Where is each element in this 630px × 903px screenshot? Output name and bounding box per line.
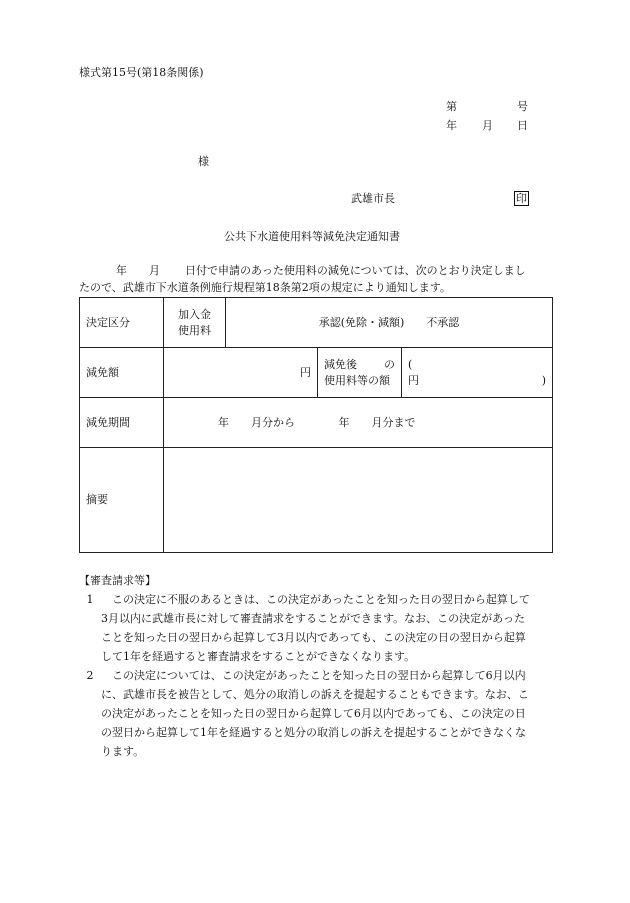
form-number: 様式第15号(第18条関係) [79,66,204,79]
note-line: ことを知った日の翌日から起算して3月以内であっても、この決定の日の翌日から起算 [101,631,526,644]
after-reduction-label [318,348,402,398]
period-field[interactable] [164,398,553,448]
note-line: この決定については、この決定があったことを知った日の翌日から起算して6月以内 [112,669,526,682]
doc-number-prefix: 第 [446,100,457,113]
yen-unit: 円 [300,365,311,379]
reduction-row [80,348,553,398]
note-number: 1 [86,593,94,606]
remarks-label: 摘要 [80,448,164,553]
note-number: 2 [86,669,94,682]
after-reduction-particle: の [384,357,395,371]
after-reduction-label-line1 [324,357,395,373]
remarks-field[interactable] [164,448,553,553]
subcategory-admission: 加入金 [178,307,211,321]
intro-month: 月 [149,264,160,277]
note-item-2 [79,666,554,761]
period-to: 年 月分まで [338,415,416,429]
decision-options[interactable]: 承認(免除・減額) 不承認 [226,298,553,348]
doc-number-suffix: 号 [517,100,528,113]
period-row [80,398,553,448]
remarks-row [80,448,553,553]
issuer-name: 武雄市長 [351,192,395,205]
paren-close: ) [541,373,547,387]
document-title: 公共下水道使用料等減免決定通知書 [224,230,400,243]
after-reduction-word: 減免後 [324,357,357,371]
decision-row [80,298,553,348]
reduction-label: 減免額 [80,348,164,398]
period-label: 減免期間 [80,398,164,448]
decision-subcategory [164,298,226,348]
note-line: ります。 [101,745,145,758]
paren-open: ( [408,357,413,371]
note-line: して1年を経過すると審査請求をすることができなくなります。 [101,650,416,663]
date-day: 日 [517,119,528,132]
note-line: この決定に不服のあるときは、この決定があったことを知った日の翌日から起算して [112,593,530,606]
note-line: の決定があったことを知った日の翌日から起算して6月以内であっても、この決定の日 [101,707,526,720]
note-line: の翌日から起算して1年を経過すると処分の取消しの訴えを提起することができなくな [101,726,526,739]
note-item-1 [79,590,554,666]
subcategory-usage-fee: 使用料 [178,323,211,337]
notes-heading: 【審査請求等】 [79,574,156,587]
intro-year: 年 [116,264,127,277]
note-text [101,666,554,761]
after-reduction-amount-field[interactable] [402,348,553,398]
note-text [101,590,554,666]
seal-mark: 印 [516,192,527,205]
intro-line-2: たので、武雄市下水道条例施行規程第18条第2項の規定により通知します。 [79,281,451,294]
after-reduction-amount-line [408,373,546,389]
after-reduction-label-line2: 使用料等の額 [324,373,390,387]
decision-label: 決定区分 [80,298,164,348]
note-line: 3月以内に武雄市長に対して審査請求をすることができます。なお、この決定があった [101,612,526,625]
intro-line-1: 日付で申請のあった使用料の減免については、次のとおり決定しまし [185,264,526,277]
date-year: 年 [446,119,457,132]
date-month: 月 [482,119,493,132]
addressee-suffix: 様 [198,155,209,168]
period-from: 年 月分から [218,415,295,429]
review-request-notes [79,571,554,761]
note-line: に、武雄市長を被告として、処分の取消しの訴えを提起することもできます。なお、こ [101,688,529,701]
reduction-amount-field[interactable] [164,348,318,398]
yen-unit-2: 円 [408,373,419,387]
decision-table [79,297,553,553]
